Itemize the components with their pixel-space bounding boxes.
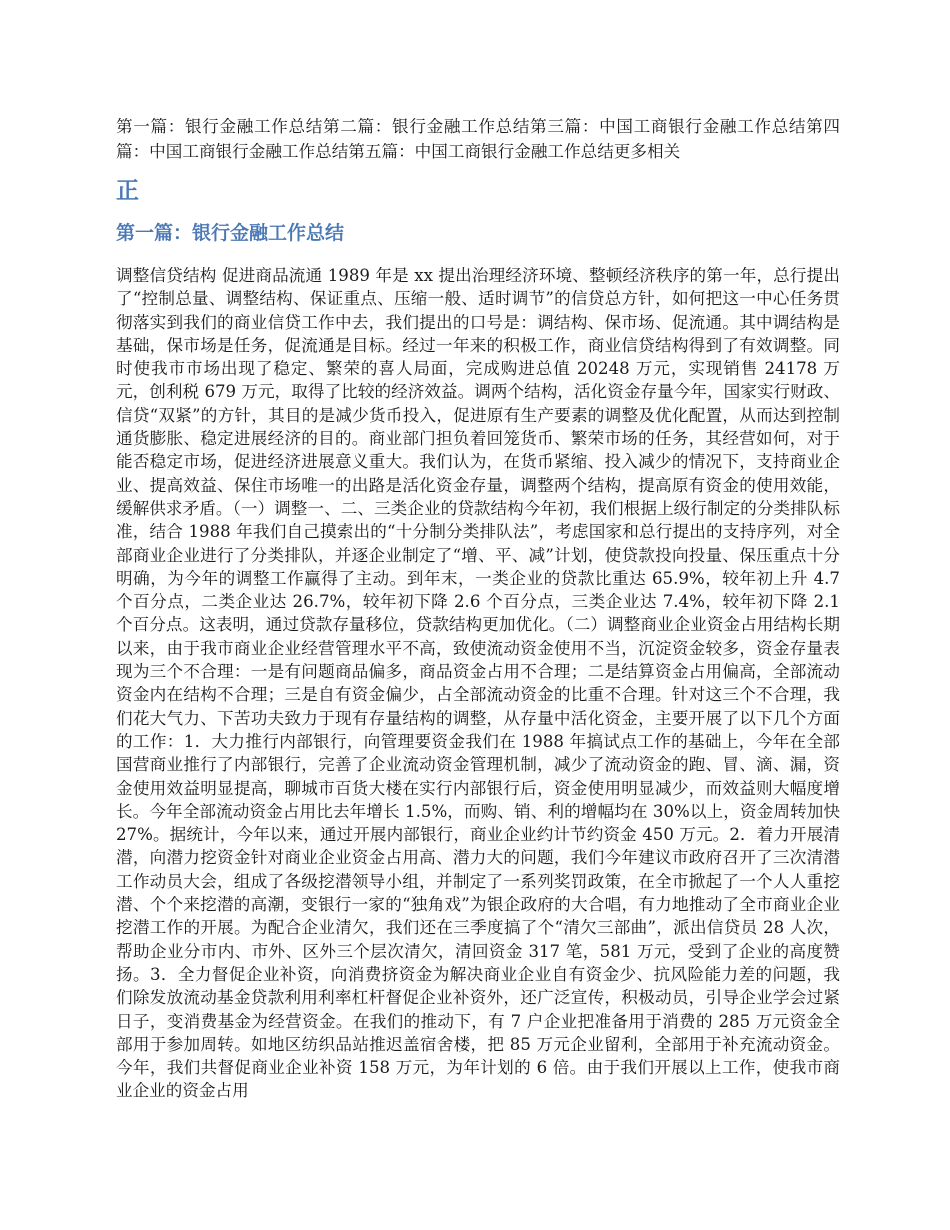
section-title: 第一篇：银行金融工作总结: [116, 222, 345, 244]
main-heading: 正: [116, 178, 139, 204]
body-paragraph: 调整信贷结构 促进商品流通 1989 年是 xx 提出治理经济环境、整顿经济秩序的第一年，总行提出了“控制总量、调整结构、保证重点、压缩一般、适时调节”的信贷总方针，如何把这一中心任务贯彻落实到我们的商业信贷工作中去，我们提出的口号是：调结构、保市场、促流通。其中调结构是基础，保市场是任务，促流通是目标。经过一年来的积极工作，商业信贷结构得到了有效调整。同时使我市市场出现了稳定、繁荣的喜人局面，完成购进总值 20248 万元，实现销售 24178 万元，创利税 679 万元，取得了比较的经济效益。调两个结构，活化资金存量今年，国家实行财政、信贷“双紧”的方针，其目的是减少货币投入，促进原有生产要素的调整及优化配置，从而达到控制通货膨胀、稳定进展经济的目的。商业部门担负着回笼货币、繁荣市场的任务，其经营如何，对于能否稳定市场，促进经济进展意义重大。我们认为，在货币紧缩、投入减少的情况下，支持商业企业、提高效益、保住市场唯一的出路是活化资金存量，调整两个结构，提高原有资金的使用效能，缓解供求矛盾。（一）调整一、二、三类企业的贷款结构今年初，我们根据上级行制定的分类排队标准，结合 1988 年我们自己摸索出的“十分制分类排队法”，考虑国家和总行提出的支持序列，对全部商业企业进行了分类排队，并逐企业制定了“增、平、减”计划，使贷款投向投量、保压重点十分明确，为今年的调整工作赢得了主动。到年末，一类企业的贷款比重达 65.9%，较年初上升 4.7 个百分点，二类企业达 26.7%，较年初下降 2.6 个百分点，三类企业达 7.4%，较年初下降 2.1 个百分点。这表明，通过贷款存量移位，贷款结构更加优化。（二）调整商业企业资金占用结构长期以来，由于我市商业企业经营管理水平不高，致使流动资金使用不当，沉淀资金较多，资金存量表现为三个不合理：一是有问题商品偏多，商品资金占用不合理；二是结算资金占用偏高，全部流动资金内在结构不合理；三是自有资金偏少，占全部流动资金的比重不合理。针对这三个不合理，我们花大气力、下苦功夫致力于现有存量结构的调整，从存量中活化资金，主要开展了以下几个方面的工作：1．大力推行内部银行，向管理要资金我们在 1988 年搞试点工作的基础上，今年在全部国营商业推行了内部银行，完善了企业流动资金管理机制，减少了流动资金的跑、冒、滴、漏，资金使用效益明显提高，聊城市百货大楼在实行内部银行后，资金使用明显减少，而效益则大幅度增长。今年全部流动资金占用比去年增长 1.5%，而购、销、利的增幅均在 30%以上，资金周转加快 27%。据统计，今年以来，通过开展内部银行，商业企业约计节约资金 450 万元。2．着力开展清潜，向潜力挖资金针对商业企业资金占用高、潜力大的问题，我们今年建议市政府召开了三次清潜工作动员大会，组成了各级挖潜领导小组，并制定了一系列奖罚政策，在全市掀起了一个人人重挖潜、个个来挖潜的高潮，变银行一家的“独角戏”为银企政府的大合唱，有力地推动了全市商业企业挖潜工作的开展。为配合企业清欠，我们还在三季度搞了个“清欠三部曲”，派出信贷员 28 人次，帮助企业分市内、市外、区外三个层次清欠，清回资金 317 笔，581 万元，受到了企业的高度赞扬。3．全力督促企业补资，向消费挤资金为解决商业企业自有资金少、抗风险能力差的问题，我们除发放流动基金贷款利用利率杠杆督促企业补资外，还广泛宣传，积极动员，引导企业学会过紧日子，变消费基金为经营资金。在我们的推动下，有 7 户企业把准备用于消费的 285 万元资金全部用于参加周转。如地区纺织品站推迟盖宿舍楼，把 85 万元企业留利，全部用于补充流动资金。今年，我们共督促商业企业补资 158 万元，为年计划的 6 倍。由于我们开展以上工作，使我市商业企业的资金占用: [116, 266, 840, 1101]
document-page: [116, 114, 840, 1103]
intro-paragraph: 第一篇：银行金融工作总结第二篇：银行金融工作总结第三篇：中国工商银行金融工作总结第四篇：中国工商银行金融工作总结第五篇：中国工商银行金融工作总结更多相关: [116, 117, 840, 161]
